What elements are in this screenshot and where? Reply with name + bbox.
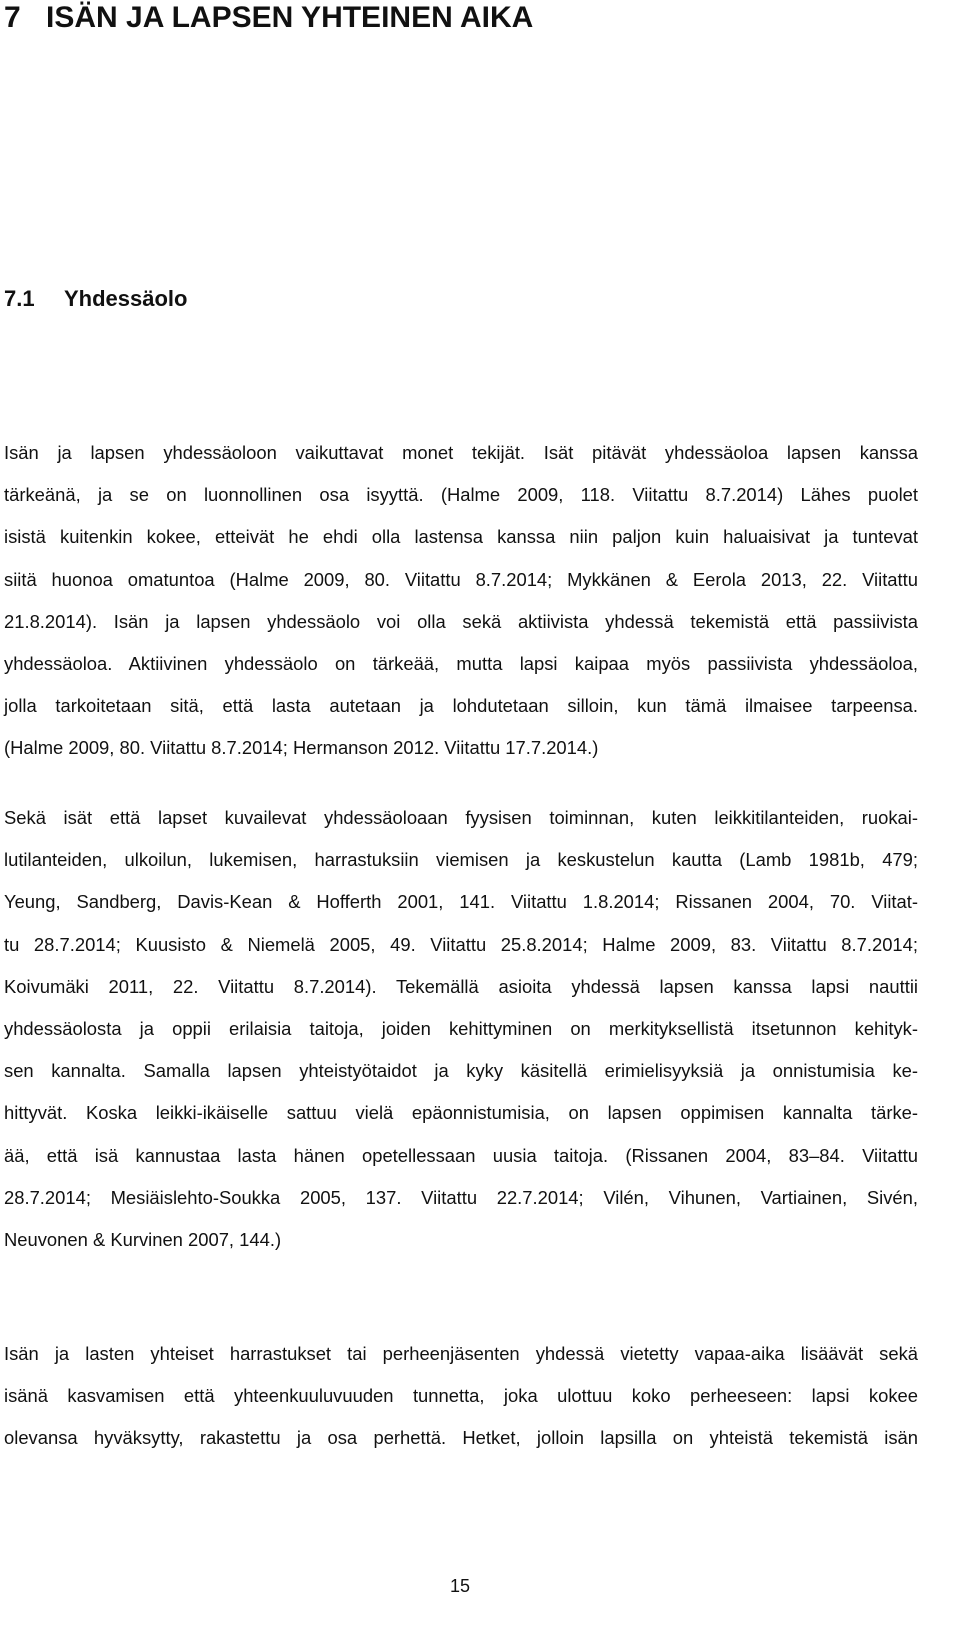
paragraph-line: (Halme 2009, 80. Viitattu 8.7.2014; Hermanson 2012. Viitattu 17.7.2014.) xyxy=(4,737,599,759)
page-number: 15 xyxy=(449,1576,471,1596)
paragraph-2 xyxy=(4,797,918,1261)
paragraph-line: hittyvät. Koska leikki-ikäiselle sattuu vielä epäonnistumisia, on lapsen oppimisen kannalta tärke- xyxy=(4,1102,918,1124)
paragraph-line: Sekä isät että lapset kuvailevat yhdessäoloaan fyysisen toiminnan, kuten leikkitilanteiden, ruokai- xyxy=(4,807,918,828)
paragraph-line: olevansa hyväksytty, rakastettu ja osa perhettä. Hetket, jolloin lapsilla on yhteistä tekemistä isän xyxy=(4,1427,918,1449)
paragraph-line: lutilanteiden, ulkoilun, lukemisen, harrastuksiin viemisen ja keskustelun kautta (Lamb 1981b, 479; xyxy=(4,849,918,871)
chapter-title-text: ISÄN JA LAPSEN YHTEINEN AIKA xyxy=(46,1,534,34)
paragraph-line: ää, että isä kannustaa lasta hänen opetellessaan uusia taitoja. (Rissanen 2004, 83–84. Viitattu xyxy=(4,1144,918,1166)
section-number: 7.1 xyxy=(4,286,35,311)
paragraph-line: siitä huonoa omatuntoa (Halme 2009, 80. Viitattu 8.7.2014; Mykkänen & Eerola 2013, 22. Viitattu xyxy=(4,568,918,590)
paragraph-line: sen kannalta. Samalla lapsen yhteistyötaidot ja kyky käsitellä erimielisyyksiä ja onnistumisia ke- xyxy=(4,1060,918,1082)
paragraph-line: Isän ja lasten yhteiset harrastukset tai perheenjäsenten yhdessä vietetty vapaa-aika lisäävät sekä xyxy=(4,1343,918,1364)
paragraph-3 xyxy=(4,1333,918,1460)
paragraph-line: 21.8.2014). Isän ja lapsen yhdessäolo voi olla sekä aktiivista yhdessä tekemistä että passiivista xyxy=(4,610,918,632)
paragraph-line: yhdessäoloa. Aktiivinen yhdessäolo on tärkeää, mutta lapsi kaipaa myös passiivista yhdessäoloa, xyxy=(4,653,918,675)
paragraph-line: Yeung, Sandberg, Davis-Kean & Hofferth 2001, 141. Viitattu 1.8.2014; Rissanen 2004, 70. Viitat- xyxy=(4,891,918,913)
paragraph-line: Neuvonen & Kurvinen 2007, 144.) xyxy=(4,1229,282,1251)
paragraph-line: yhdessäolosta ja oppii erilaisia taitoja, joiden kehittyminen on merkityksellistä itsetunnon kehityk- xyxy=(4,1018,918,1040)
paragraph-line: tärkeänä, ja se on luonnollinen osa isyyttä. (Halme 2009, 118. Viitattu 8.7.2014) Lähes puolet xyxy=(4,484,918,506)
chapter-heading xyxy=(4,0,533,36)
paragraph-line: isänä kasvamisen että yhteenkuuluvuuden tunnetta, joka ulottuu koko perheeseen: lapsi kokee xyxy=(4,1385,918,1407)
paragraph-line: isistä kuitenkin kokee, etteivät he ehdi olla lastensa kanssa niin paljon kuin haluaisivat ja tuntevat xyxy=(4,526,918,548)
paragraph-line: jolla tarkoitetaan sitä, että lasta autetaan ja lohdutetaan silloin, kun tämä ilmaisee tarpeensa. xyxy=(4,695,918,717)
paragraph-line: Isän ja lapsen yhdessäoloon vaikuttavat monet tekijät. Isät pitävät yhdessäoloa lapsen kanssa xyxy=(4,442,918,463)
paragraph-line: 28.7.2014; Mesiäislehto-Soukka 2005, 137. Viitattu 22.7.2014; Vilén, Vihunen, Vartiainen, Sivén, xyxy=(4,1186,918,1208)
paragraph-1 xyxy=(4,432,918,770)
section-title-text: Yhdessäolo xyxy=(64,286,188,311)
paragraph-line: tu 28.7.2014; Kuusisto & Niemelä 2005, 49. Viitattu 25.8.2014; Halme 2009, 83. Viitattu 8.7.2014; xyxy=(4,933,918,955)
section-heading xyxy=(4,284,187,314)
chapter-number: 7 xyxy=(4,1,21,34)
paragraph-line: Koivumäki 2011, 22. Viitattu 8.7.2014). Tekemällä asioita yhdessä lapsen kanssa lapsi nauttii xyxy=(4,975,918,997)
